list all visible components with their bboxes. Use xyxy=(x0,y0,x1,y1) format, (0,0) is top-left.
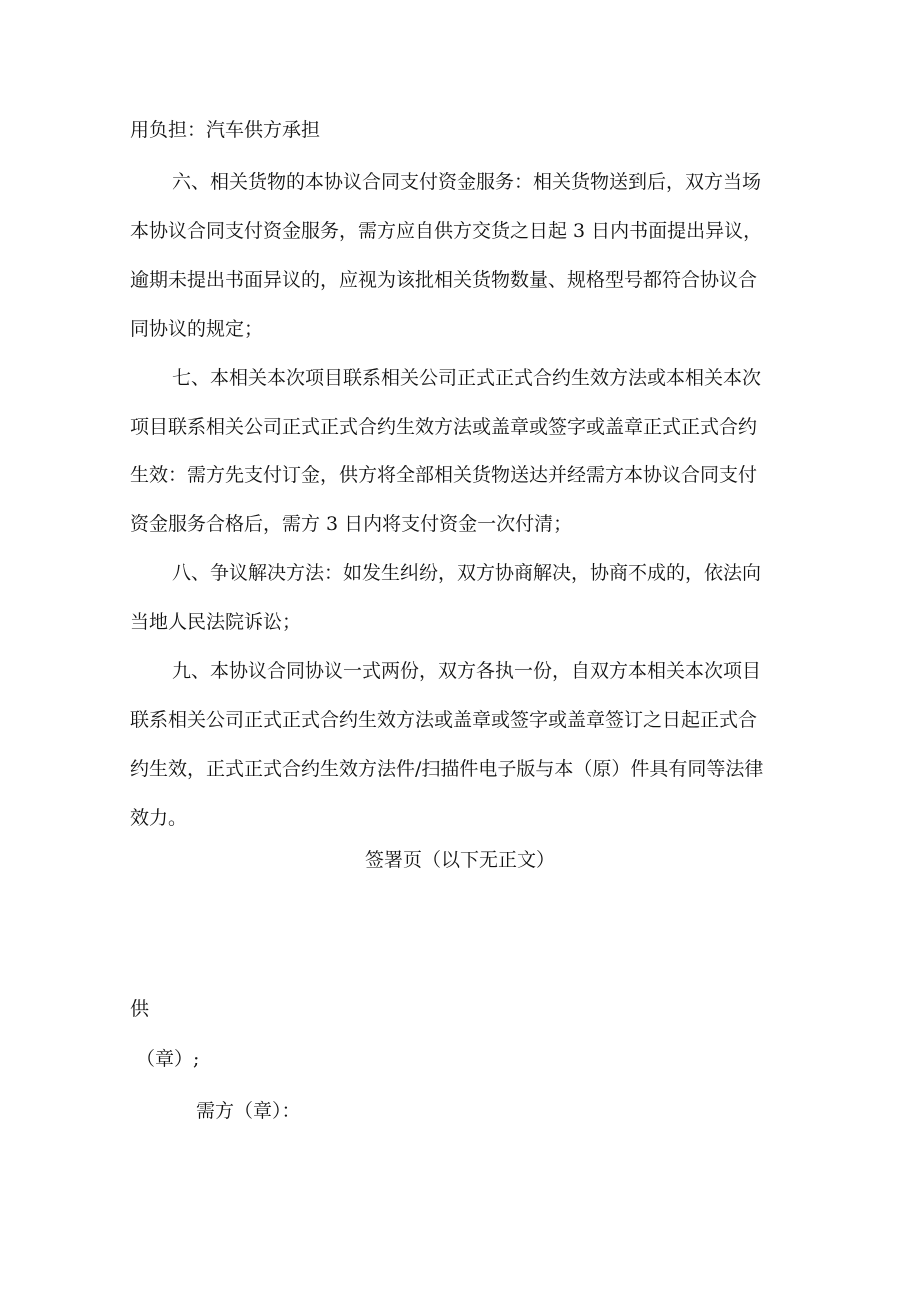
clause-6-line: 六、相关货物的本协议合同支付资金服务：相关货物送到后，双方当场 xyxy=(172,171,762,193)
clause-7-line: 七、本相关本次项目联系相关公司正式正式合约生效方法或本相关本次 xyxy=(172,367,762,389)
buyer-seal-label: 需方（章）： xyxy=(196,1100,301,1122)
text-line: 联系相关公司正式正式合约生效方法或盖章或签字或盖章签订之日起正式合 xyxy=(130,709,758,731)
supplier-seal-label: （章）; xyxy=(136,1048,200,1070)
text-line: 当地人民法院诉讼； xyxy=(130,611,302,633)
supplier-label: 供 xyxy=(130,998,150,1020)
text-line: 效力。 xyxy=(130,807,188,829)
text-line: 约生效，正式正式合约生效方法件/扫描件电子版与本（原）件具有同等法律 xyxy=(130,758,764,780)
text-line: 同协议的规定； xyxy=(130,318,264,340)
text-line: 用负担：汽车供方承担 xyxy=(130,119,321,141)
text-line: 本协议合同支付资金服务，需方应自供方交货之日起 3 日内书面提出异议， xyxy=(130,220,763,242)
clause-8-line: 八、争议解决方法：如发生纠纷，双方协商解决，协商不成的，依法向 xyxy=(172,562,762,584)
text-line: 逾期未提出书面异议的，应视为该批相关货物数量、规格型号都符合协议合 xyxy=(130,269,758,291)
text-line: 资金服务合格后，需方 3 日内将支付资金一次付清； xyxy=(130,513,573,535)
text-line: 生效：需方先支付订金，供方将全部相关货物送达并经需方本协议合同支付 xyxy=(130,464,758,486)
clause-9-line: 九、本协议合同协议一式两份，双方各执一份，自双方本相关本次项目 xyxy=(172,660,762,682)
text-line: 项目联系相关公司正式正式合约生效方法或盖章或签字或盖章正式正式合约 xyxy=(130,416,758,438)
signature-page-heading: 签署页（以下无正文） xyxy=(365,849,556,871)
